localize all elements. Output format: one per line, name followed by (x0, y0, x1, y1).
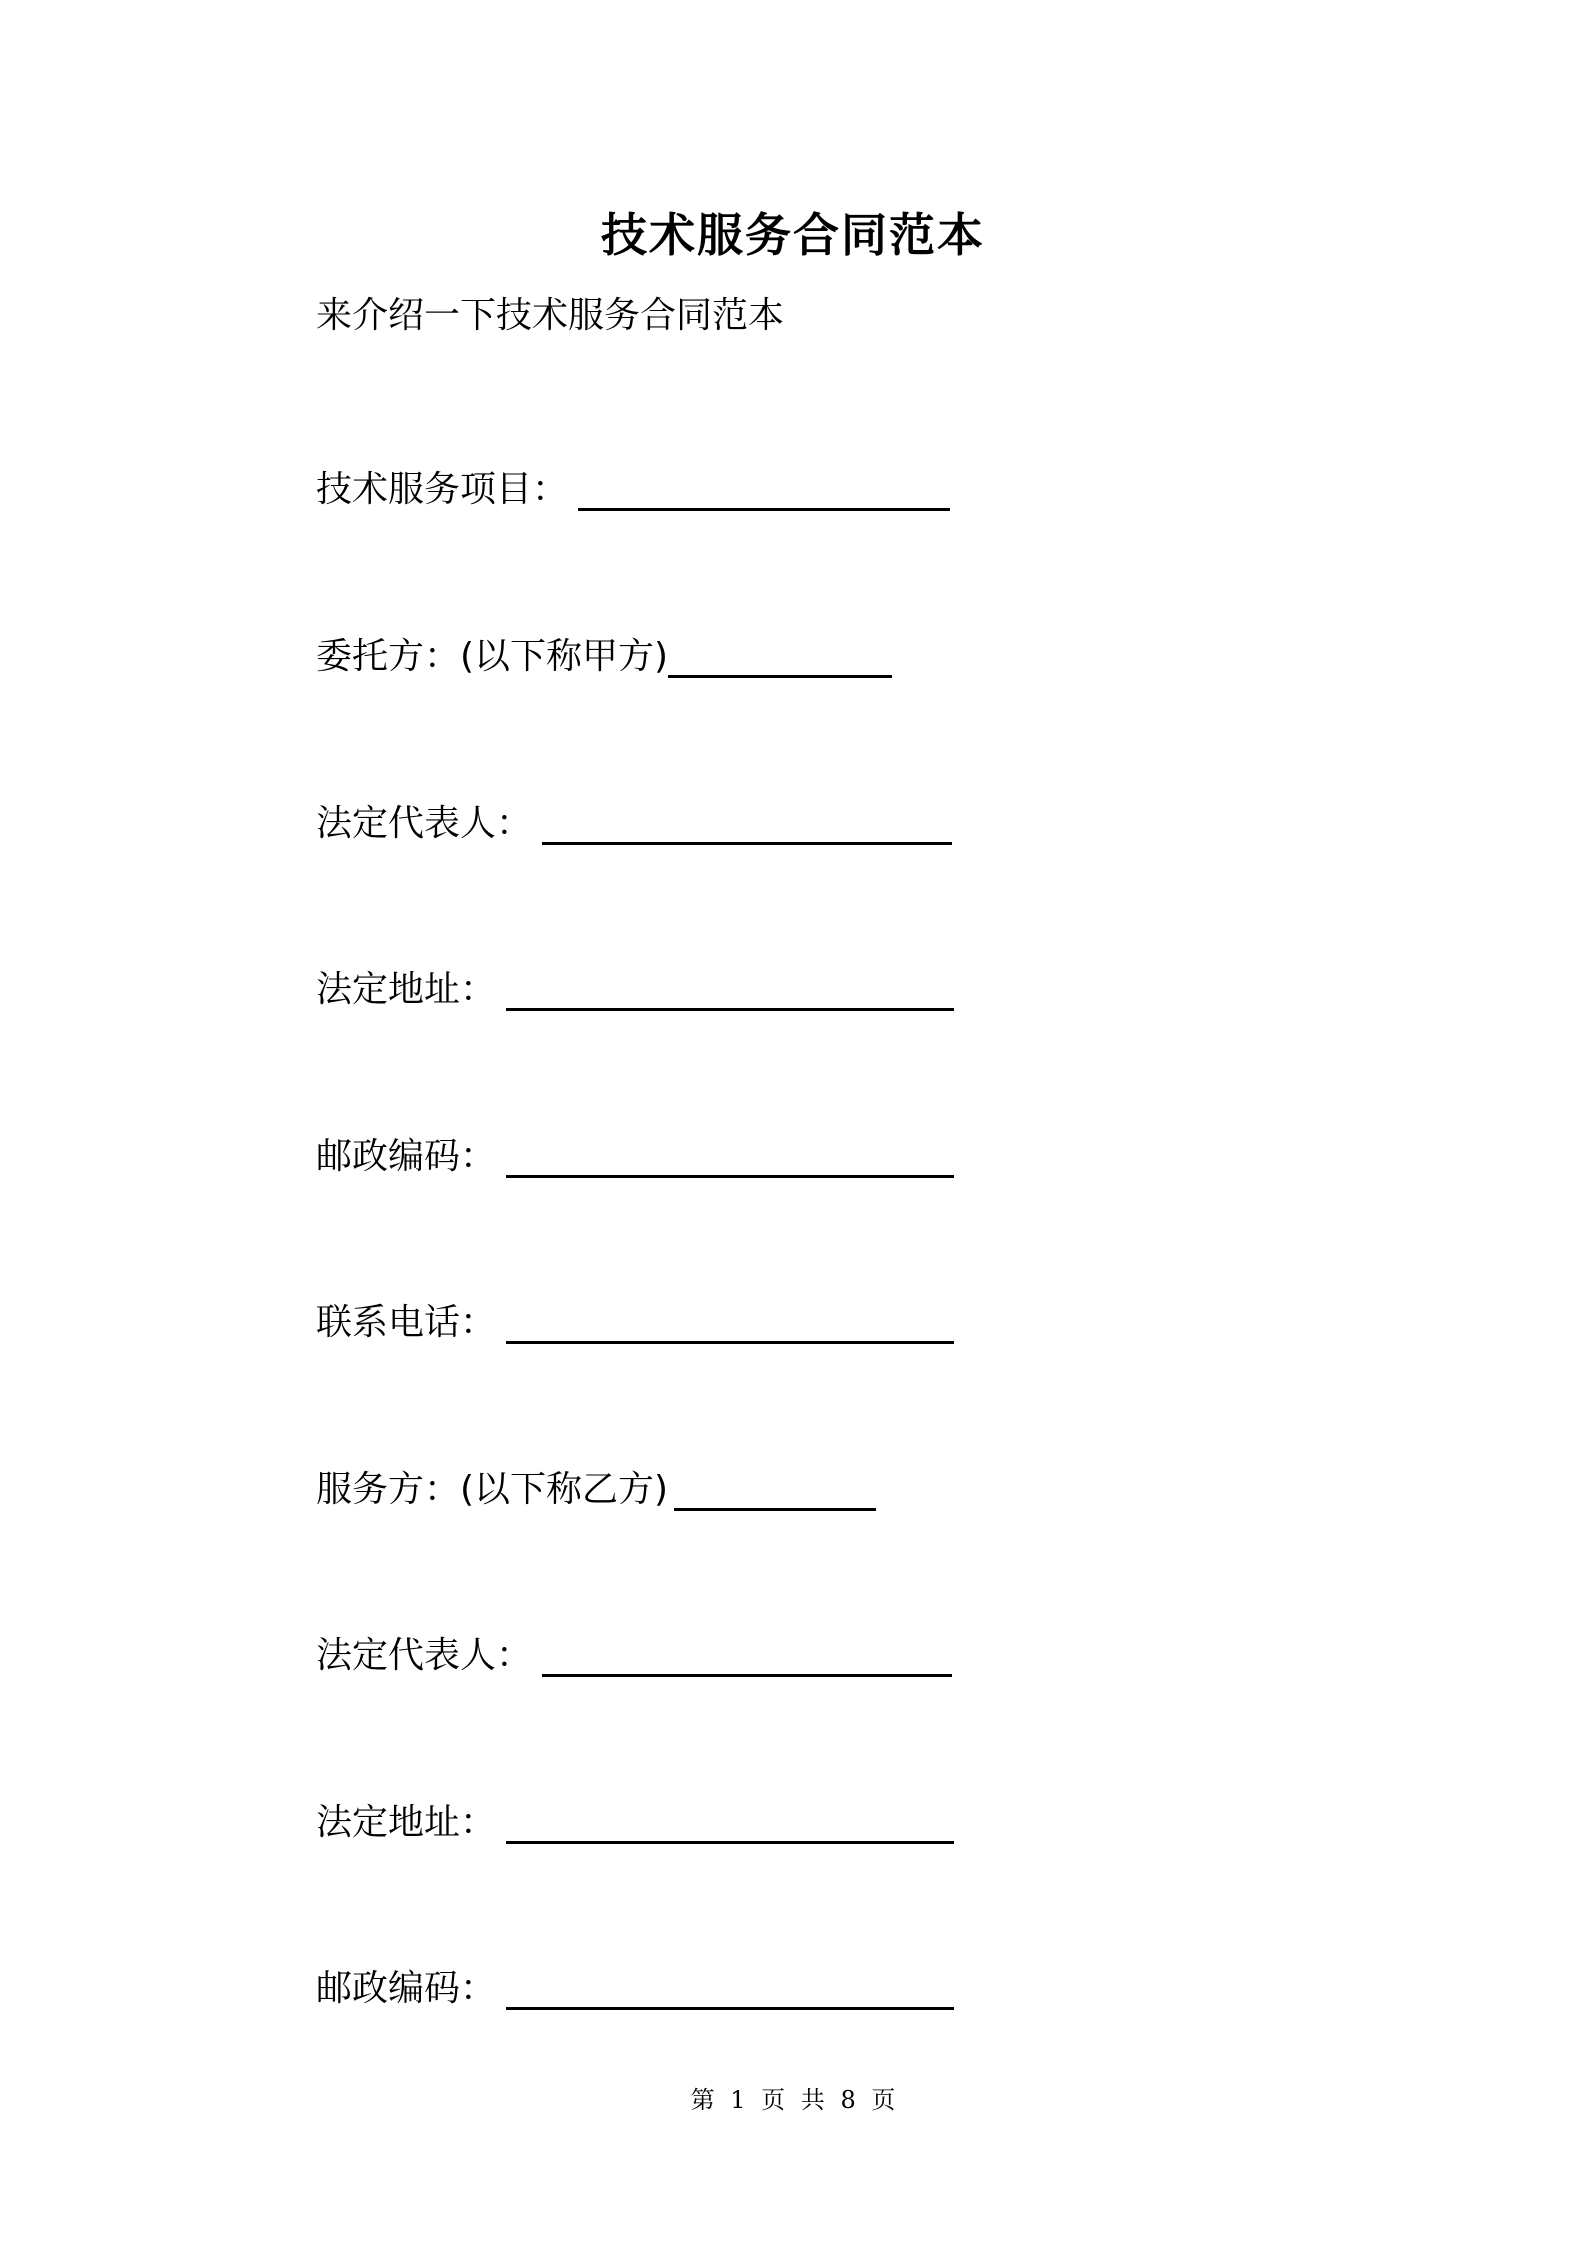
blank-line (674, 1464, 876, 1511)
blank-line (506, 1963, 954, 2010)
blank-line (542, 798, 952, 845)
field-provider-postal-code (316, 1954, 954, 2014)
field-label: 服务方：(以下称乙方) (316, 1469, 669, 1510)
field-client-phone (316, 1288, 954, 1348)
blank-line (668, 631, 892, 678)
field-service-project (316, 455, 950, 515)
blank-line (506, 1131, 954, 1178)
field-label: 法定地址： (316, 1802, 497, 1843)
field-label: 法定代表人： (316, 1635, 533, 1676)
blank-line (506, 964, 954, 1011)
field-label: 委托方：(以下称甲方) (316, 636, 669, 677)
blank-line (578, 464, 950, 511)
field-client-legal-address (316, 955, 954, 1015)
field-provider (316, 1455, 876, 1515)
field-client (316, 622, 892, 682)
blank-line (506, 1797, 954, 1844)
page-number-footer: 第 1 页 共 8 页 (690, 2086, 896, 2114)
field-label: 联系电话： (316, 1302, 497, 1343)
field-provider-legal-address (316, 1788, 954, 1848)
blank-line (542, 1630, 952, 1677)
document-subtitle: 来介绍一下技术服务合同范本 (316, 295, 785, 336)
field-label: 法定代表人： (316, 803, 533, 844)
document-title: 技术服务合同范本 (601, 208, 985, 262)
blank-line (506, 1297, 954, 1344)
field-label: 邮政编码： (316, 1136, 497, 1177)
field-client-postal-code (316, 1122, 954, 1182)
field-client-legal-rep (316, 789, 952, 849)
field-label: 邮政编码： (316, 1968, 497, 2009)
field-provider-legal-rep (316, 1621, 952, 1681)
field-label: 法定地址： (316, 969, 497, 1010)
field-label: 技术服务项目： (316, 469, 569, 510)
